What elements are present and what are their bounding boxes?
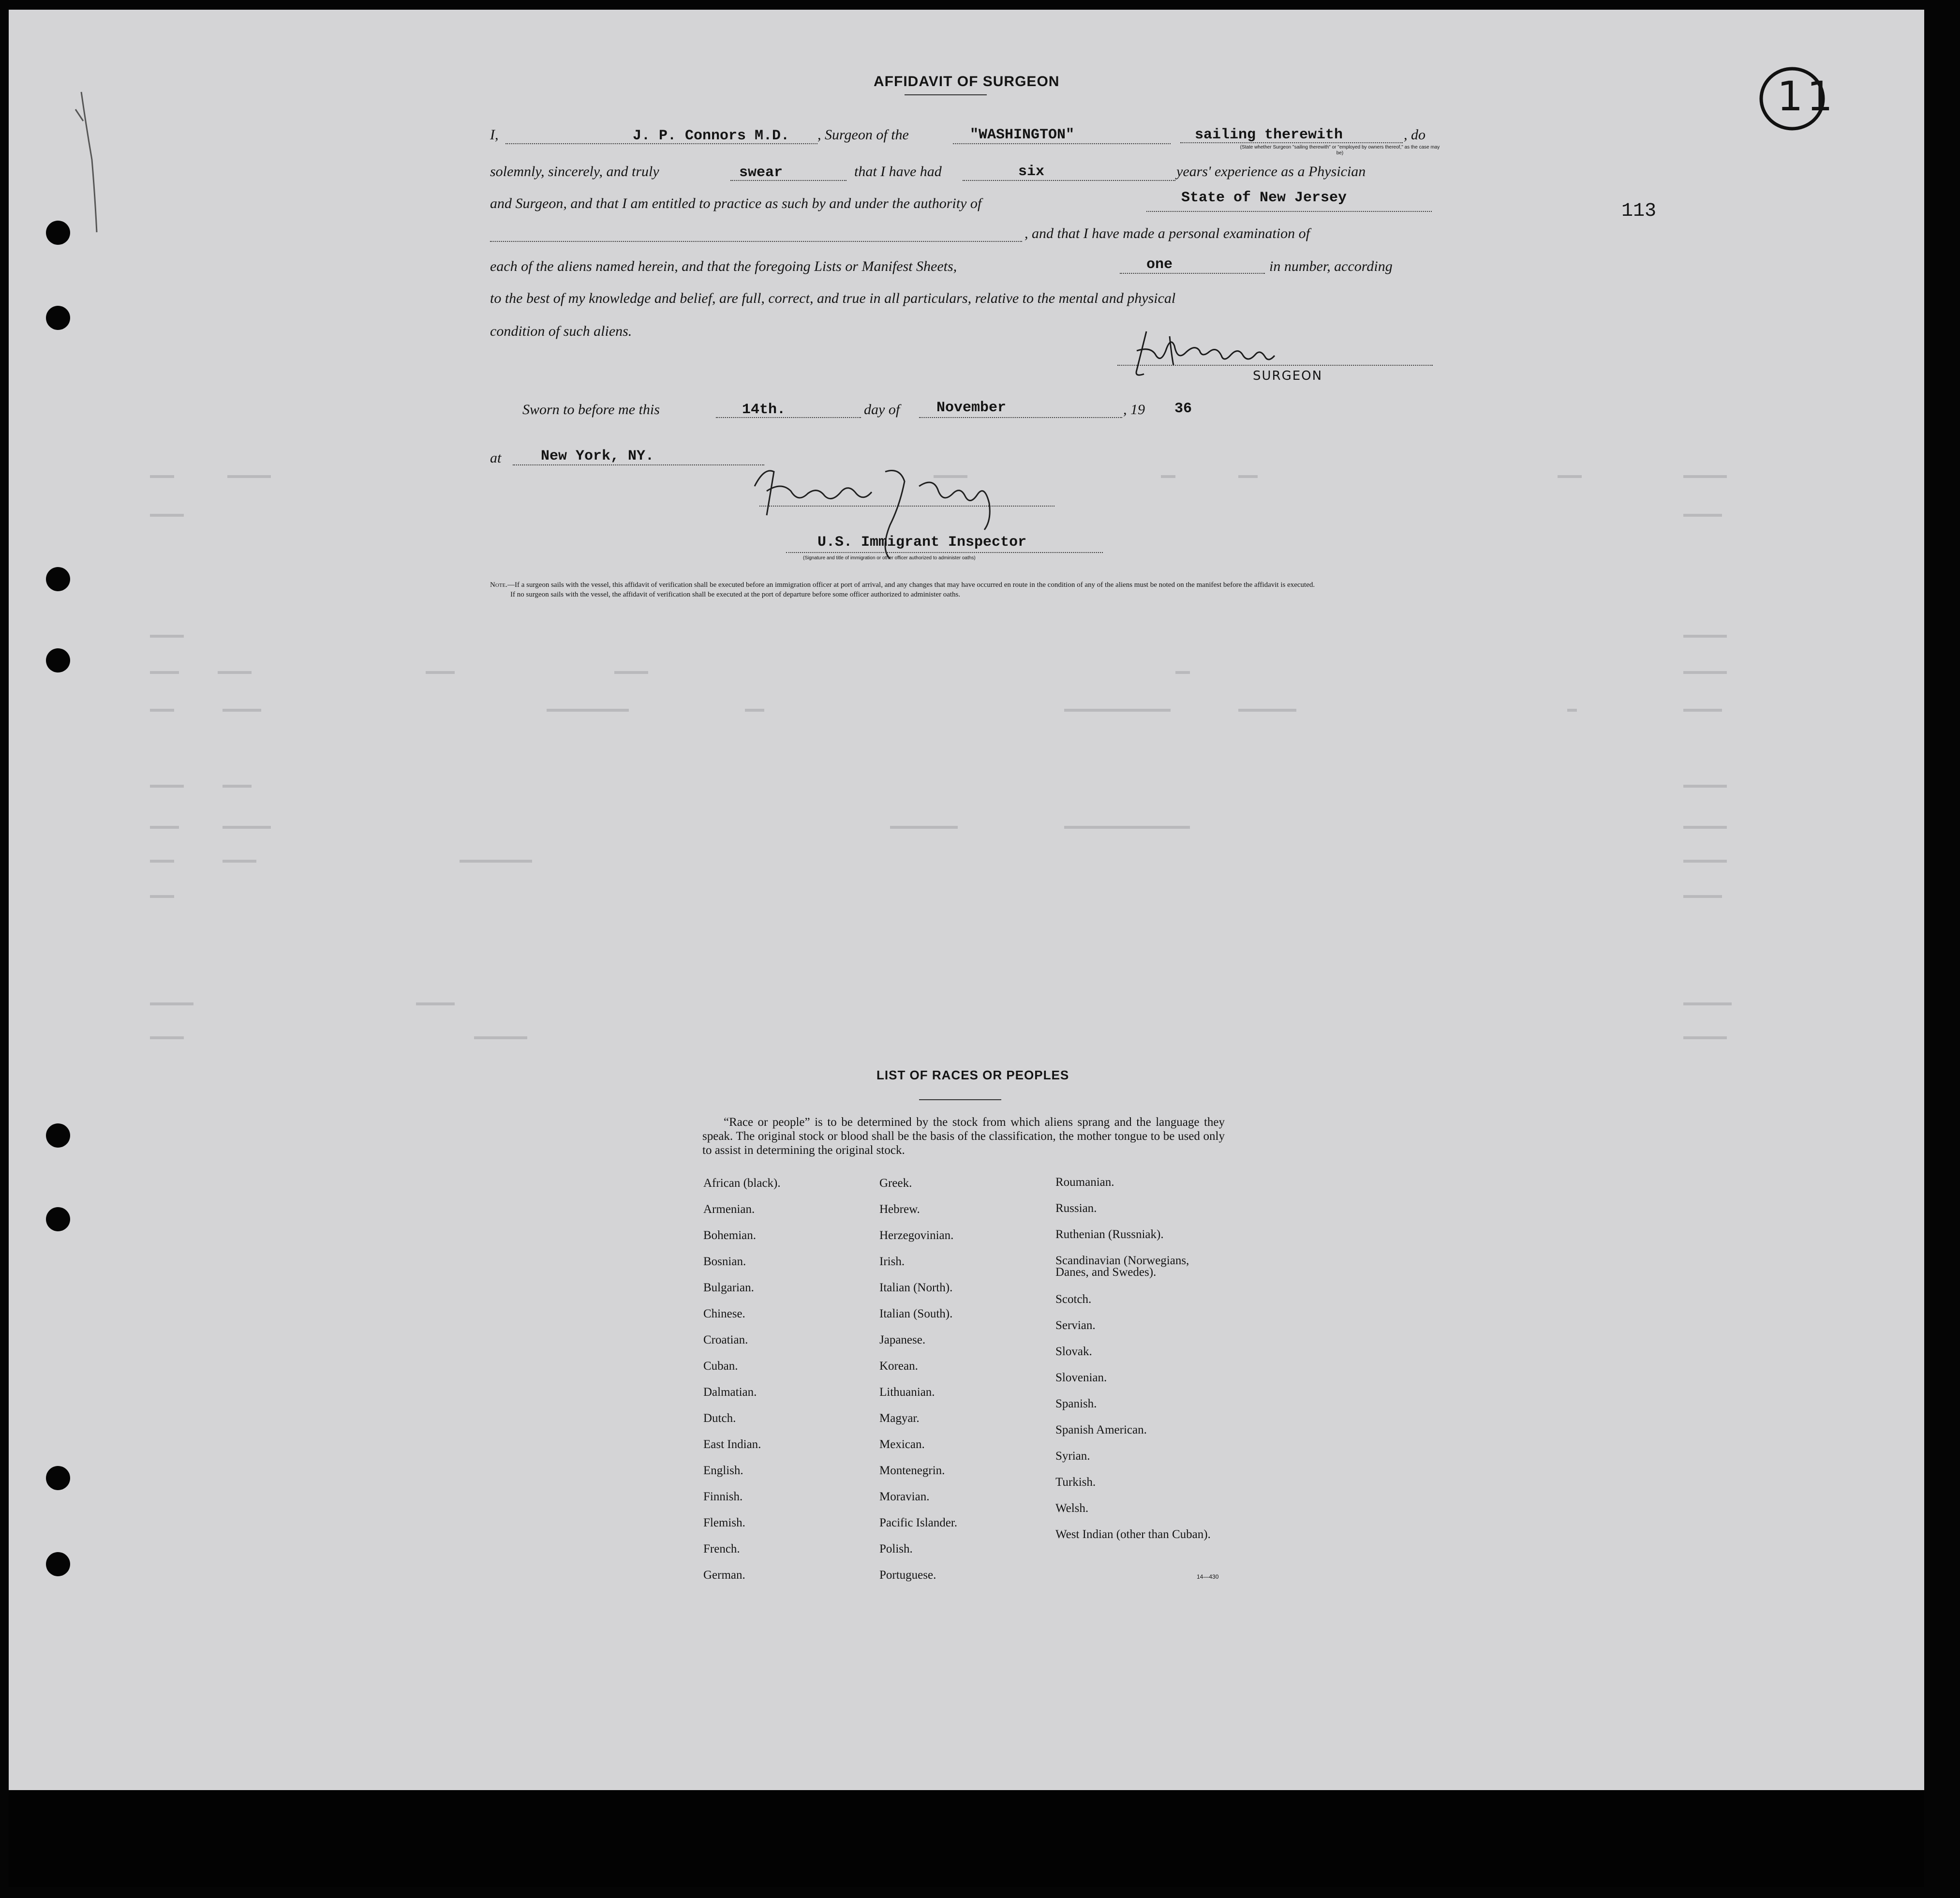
race-entry: Scandinavian (Norwegians, Danes, and Swedes). xyxy=(1055,1254,1189,1279)
sworn-month: November xyxy=(936,400,1007,416)
race-entry: African (black). xyxy=(703,1177,781,1190)
race-entry: English. xyxy=(703,1464,743,1477)
sailing-caption-text: (State whether Surgeon "sailing therewith" or "employed by owners thereof," as the case may be) xyxy=(1240,145,1440,156)
text-experience: years' experience as a Physician xyxy=(1176,164,1366,179)
affidavit-title: AFFIDAVIT OF SURGEON xyxy=(874,74,1060,90)
race-entry: Syrian. xyxy=(1055,1450,1090,1463)
race-entry: Bulgarian. xyxy=(703,1281,754,1294)
text-aliens-named: each of the aliens named herein, and that the foregoing Lists or Manifest Sheets, xyxy=(490,258,957,274)
sworn-day-line xyxy=(716,417,861,418)
circled-page-number-text: 11 xyxy=(1777,73,1837,120)
race-entry: Finnish. xyxy=(703,1490,743,1503)
race-entry: Irish. xyxy=(879,1255,905,1268)
text-solemnly: solemnly, sincerely, and truly xyxy=(490,164,659,179)
text-authority: and Surgeon, and that I am entitled to practice as such by and under the authority of xyxy=(490,195,982,211)
race-entry: Cuban. xyxy=(703,1360,738,1373)
text-year-prefix: , 19 xyxy=(1123,402,1145,418)
race-entry: Turkish. xyxy=(1055,1476,1096,1489)
race-entry: Flemish. xyxy=(703,1516,745,1529)
text-i: I, xyxy=(490,127,499,143)
races-title-rule xyxy=(919,1099,1001,1100)
race-entry: Dalmatian. xyxy=(703,1386,757,1399)
surgeon-name: J. P. Connors M.D. xyxy=(633,128,790,144)
authority-value: State of New Jersey xyxy=(1181,190,1347,206)
race-entry: Montenegrin. xyxy=(879,1464,945,1477)
sworn-year: 36 xyxy=(1174,401,1192,417)
race-entry: Servian. xyxy=(1055,1319,1096,1332)
race-entry: Magyar. xyxy=(879,1412,920,1425)
vessel-line xyxy=(953,143,1171,144)
sheets-line xyxy=(1120,273,1265,274)
sailing-status: sailing therewith xyxy=(1195,127,1343,143)
surgeon-signature-line xyxy=(1117,365,1433,366)
races-title: LIST OF RACES OR PEOPLES xyxy=(876,1068,1069,1082)
sworn-place: New York, NY. xyxy=(541,448,654,464)
race-entry: Pacific Islander. xyxy=(879,1516,958,1529)
sheet-number: 113 xyxy=(1621,200,1657,222)
note-text-2: If no surgeon sails with the vessel, the affidavit of verification shall be executed at the port of departure before some officer authorized to administer oaths. xyxy=(510,591,961,598)
race-entry: West Indian (other than Cuban). xyxy=(1055,1528,1211,1541)
race-entry: Italian (North). xyxy=(879,1281,953,1294)
years-value: six xyxy=(1018,164,1045,180)
sworn-month-line xyxy=(919,417,1122,418)
race-entry: Roumanian. xyxy=(1055,1176,1114,1189)
authority-continuation-line xyxy=(490,241,1022,242)
text-day-of: day of xyxy=(864,402,900,418)
race-entry: Bosnian. xyxy=(703,1255,746,1268)
race-entry: Scotch. xyxy=(1055,1293,1092,1306)
race-entry: Croatian. xyxy=(703,1333,748,1346)
race-entry: Slovak. xyxy=(1055,1345,1092,1358)
race-entry: Ruthenian (Russniak). xyxy=(1055,1228,1164,1241)
race-entry: Russian. xyxy=(1055,1202,1097,1215)
years-line xyxy=(963,180,1175,181)
inspector-signature-line xyxy=(759,506,1054,507)
race-entry: Armenian. xyxy=(703,1203,755,1216)
oath-word: swear xyxy=(739,164,783,181)
text-that-i-have-had: that I have had xyxy=(854,164,942,179)
race-entry: German. xyxy=(703,1569,745,1582)
surgeon-signature-title: SURGEON xyxy=(1253,369,1323,383)
note-text-1: —If a surgeon sails with the vessel, this affidavit of verification shall be executed before an immigration officer at port of arrival, and any changes that may have occurred en route in the condition of any of the aliens must be noted on the manifest before the affidavit is executed. xyxy=(507,581,1315,589)
race-entry: Welsh. xyxy=(1055,1502,1089,1515)
race-entry: Mexican. xyxy=(879,1438,925,1451)
race-entry: Polish. xyxy=(879,1542,913,1555)
text-do: , do xyxy=(1404,127,1425,143)
race-entry: Greek. xyxy=(879,1177,912,1190)
text-in-number: in number, according xyxy=(1269,258,1393,274)
sworn-day: 14th. xyxy=(742,402,786,418)
sailing-caption xyxy=(1238,145,1441,156)
affidavit-note xyxy=(490,580,1433,599)
race-entry: Dutch. xyxy=(703,1412,736,1425)
place-line xyxy=(513,464,764,465)
text-surgeon-of: , Surgeon of the xyxy=(817,127,909,143)
vessel-name: "WASHINGTON" xyxy=(970,127,1075,143)
race-entry: Japanese. xyxy=(879,1333,926,1346)
race-entry: Moravian. xyxy=(879,1490,930,1503)
race-entry: East Indian. xyxy=(703,1438,761,1451)
race-entry: French. xyxy=(703,1542,740,1555)
race-entry: Spanish American. xyxy=(1055,1423,1147,1436)
inspector-title-line xyxy=(786,552,1103,553)
race-entry: Portuguese. xyxy=(879,1569,936,1582)
text-sworn: Sworn to before me this xyxy=(522,402,660,418)
sheets-count: one xyxy=(1146,256,1173,273)
race-entry: Bohemian. xyxy=(703,1229,757,1242)
race-entry: Hebrew. xyxy=(879,1203,920,1216)
note-label: Note. xyxy=(490,581,507,589)
race-entry: Italian (South). xyxy=(879,1307,953,1320)
text-condition: condition of such aliens. xyxy=(490,323,632,339)
races-intro-text: “Race or people” is to be determined by the stock from which aliens sprang and the language they speak. The original stock or blood shall be the basis of the classification, the mother tongue to be used only to assist in determining the original stock. xyxy=(702,1116,1225,1157)
form-number: 14—430 xyxy=(1197,1573,1219,1580)
inspector-caption: (Signature and title of immigration or other officer authorized to administer oaths) xyxy=(803,555,976,561)
races-intro xyxy=(702,1115,1225,1157)
race-entry: Herzegovinian. xyxy=(879,1229,954,1242)
race-entry: Spanish. xyxy=(1055,1397,1097,1410)
inspector-title: U.S. Immigrant Inspector xyxy=(817,534,1027,551)
text-at: at xyxy=(490,450,502,466)
race-entry: Slovenian. xyxy=(1055,1371,1107,1384)
race-entry: Chinese. xyxy=(703,1307,745,1320)
authority-line xyxy=(1146,211,1432,212)
title-rule xyxy=(905,94,987,95)
race-entry: Lithuanian. xyxy=(879,1386,935,1399)
text-personal-exam: , and that I have made a personal examination of xyxy=(1025,225,1310,241)
text-knowledge: to the best of my knowledge and belief, are full, correct, and true in all particulars, relative to the mental and physical xyxy=(490,290,1176,306)
race-entry: Korean. xyxy=(879,1360,918,1373)
